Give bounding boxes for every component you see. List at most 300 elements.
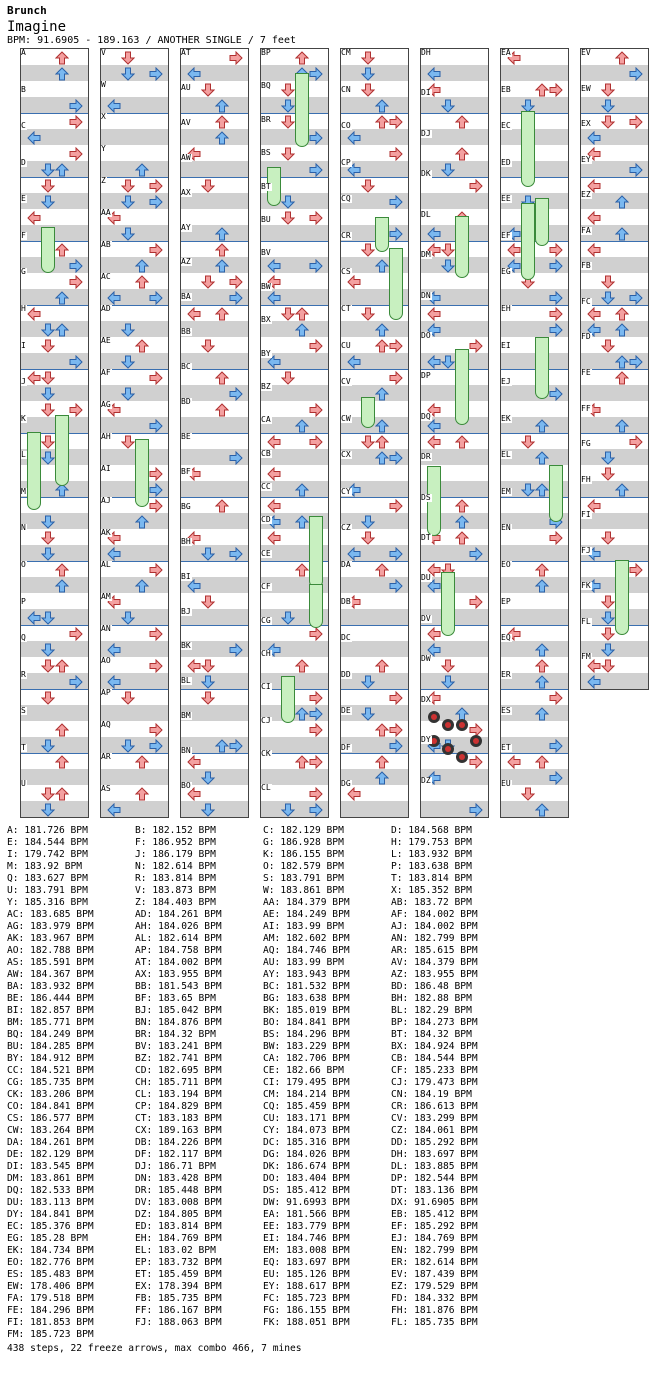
measure-label: AM: [101, 592, 111, 601]
measure-label: FG: [581, 439, 591, 448]
measure-label: FB: [581, 261, 591, 270]
measure-label: CJ: [261, 716, 271, 725]
bpm-change: BN: 184.876 BPM: [135, 1017, 222, 1028]
arrow-icon: [375, 450, 389, 464]
bpm-change: AA: 184.379 BPM: [263, 897, 350, 908]
arrow-icon: [107, 546, 121, 560]
arrow-icon: [521, 482, 535, 496]
measure-label: EP: [501, 597, 511, 606]
arrow-icon: [601, 466, 615, 480]
arrow-icon: [41, 546, 55, 560]
measure-label: T: [21, 743, 26, 752]
measure-label: CZ: [341, 523, 351, 532]
arrow-icon: [615, 306, 629, 320]
arrow-icon: [55, 658, 69, 672]
measure-label: EQ: [501, 633, 511, 642]
arrow-icon: [389, 194, 403, 208]
bpm-change: BU: 184.285 BPM: [7, 1041, 94, 1052]
bpm-change: CU: 183.171 BPM: [263, 1113, 350, 1124]
arrow-icon: [375, 770, 389, 784]
arrow-icon: [201, 658, 215, 672]
chart-author: Brunch: [7, 4, 47, 17]
bpm-change: CE: 182.66 BPM: [263, 1065, 344, 1076]
measure-label: BA: [181, 292, 191, 301]
bpm-change: DI: 183.545 BPM: [7, 1161, 94, 1172]
measure-label: I: [21, 341, 26, 350]
measure-line: [341, 625, 408, 626]
measure-label: BD: [181, 397, 191, 406]
measure-label: DB: [341, 597, 351, 606]
measure-label: DE: [341, 706, 351, 715]
measure-label: FF: [581, 404, 591, 413]
bpm-change: EH: 184.769 BPM: [135, 1233, 222, 1244]
bpm-change: AD: 184.261 BPM: [135, 909, 222, 920]
measure-label: AY: [181, 223, 191, 232]
measure-label: AH: [101, 432, 111, 441]
arrow-icon: [281, 610, 295, 624]
arrow-icon: [281, 146, 295, 160]
arrow-icon: [309, 690, 323, 704]
beat-band: [21, 769, 88, 785]
measure-label: EL: [501, 450, 511, 459]
bpm-change: AO: 182.788 BPM: [7, 945, 94, 956]
bpm-change: BT: 184.32 BPM: [391, 1029, 472, 1040]
measure-label: BL: [181, 676, 191, 685]
bpm-change: M: 183.92 BPM: [7, 861, 83, 872]
arrow-icon: [201, 338, 215, 352]
arrow-icon: [267, 290, 281, 304]
beat-band: [581, 385, 648, 401]
measure-label: AR: [101, 752, 111, 761]
arrow-icon: [281, 210, 295, 224]
arrow-icon: [267, 434, 281, 448]
measure-label: CI: [261, 682, 271, 691]
measure-label: BE: [181, 432, 191, 441]
measure-label: DC: [341, 633, 351, 642]
arrow-icon: [187, 306, 201, 320]
arrow-icon: [535, 706, 549, 720]
mine-icon: [469, 733, 483, 752]
bpm-change: FH: 181.876 BPM: [391, 1305, 478, 1316]
bpm-change: EE: 183.779 BPM: [263, 1221, 350, 1232]
arrow-icon: [389, 546, 403, 560]
arrow-icon: [281, 98, 295, 112]
bpm-change: AH: 184.026 BPM: [135, 921, 222, 932]
arrow-icon: [27, 370, 41, 384]
bpm-change: DT: 183.136 BPM: [391, 1185, 478, 1196]
bpm-change: DZ: 184.805 BPM: [135, 1209, 222, 1220]
bpm-change: ER: 182.614 BPM: [391, 1257, 478, 1268]
arrow-icon: [361, 66, 375, 80]
arrow-icon: [121, 690, 135, 704]
measure-label: DS: [421, 493, 431, 502]
measure-label: H: [21, 304, 26, 313]
measure-label: EX: [581, 119, 591, 128]
arrow-icon: [361, 242, 375, 256]
measure-label: AK: [101, 528, 111, 537]
bpm-change: BH: 182.88 BPM: [391, 993, 472, 1004]
arrow-icon: [389, 370, 403, 384]
arrow-icon: [55, 786, 69, 800]
measure-label: DU: [421, 573, 431, 582]
measure-label: ER: [501, 670, 511, 679]
measure-label: EW: [581, 84, 591, 93]
freeze-arrow-icon: [135, 439, 149, 507]
arrow-icon: [295, 322, 309, 336]
arrow-icon: [215, 498, 229, 512]
bpm-change: A: 181.726 BPM: [7, 825, 88, 836]
freeze-arrow-icon: [295, 73, 309, 147]
measure-label: O: [21, 560, 26, 569]
measure-label: DO: [421, 331, 431, 340]
measure-label: AT: [181, 48, 191, 57]
bpm-change: EY: 188.617 BPM: [263, 1281, 350, 1292]
bpm-change: AK: 183.967 BPM: [7, 933, 94, 944]
bpm-change: DH: 183.697 BPM: [391, 1149, 478, 1160]
bpm-change: FK: 188.051 BPM: [263, 1317, 350, 1328]
arrow-icon: [267, 498, 281, 512]
measure-label: BS: [261, 148, 271, 157]
bpm-change: AP: 184.758 BPM: [135, 945, 222, 956]
arrow-icon: [55, 162, 69, 176]
measure-label: EO: [501, 560, 511, 569]
arrow-icon: [309, 786, 323, 800]
arrow-icon: [201, 802, 215, 816]
arrow-icon: [215, 370, 229, 384]
bpm-change: BS: 184.296 BPM: [263, 1029, 350, 1040]
arrow-icon: [215, 258, 229, 272]
bpm-change: CF: 185.233 BPM: [391, 1065, 478, 1076]
measure-label: EF: [501, 231, 511, 240]
arrow-icon: [41, 370, 55, 384]
arrow-icon: [201, 82, 215, 96]
measure-label: U: [21, 779, 26, 788]
arrow-icon: [55, 66, 69, 80]
bpm-change: EO: 182.776 BPM: [7, 1257, 94, 1268]
bpm-change: AZ: 183.955 BPM: [391, 969, 478, 980]
arrow-icon: [309, 258, 323, 272]
bpm-change: DX: 91.6905 BPM: [391, 1197, 478, 1208]
measure-label: CD: [261, 515, 271, 524]
bpm-change: J: 186.179 BPM: [135, 849, 216, 860]
measure-label: DV: [421, 614, 431, 623]
chart-column: [100, 48, 169, 818]
beat-band: [101, 769, 168, 785]
measure-label: DF: [341, 743, 351, 752]
arrow-icon: [121, 226, 135, 240]
measure-label: AG: [101, 400, 111, 409]
arrow-icon: [601, 82, 615, 96]
arrow-icon: [267, 466, 281, 480]
measure-label: F: [21, 231, 26, 240]
bpm-change: EP: 183.732 BPM: [135, 1257, 222, 1268]
measure-label: DN: [421, 291, 431, 300]
measure-label: BY: [261, 349, 271, 358]
measure-label: FK: [581, 581, 591, 590]
bpm-change: DP: 182.544 BPM: [391, 1173, 478, 1184]
bpm-change: DF: 182.117 BPM: [135, 1149, 222, 1160]
measure-label: C: [21, 121, 26, 130]
measure-label: AF: [101, 368, 111, 377]
bpm-change: DO: 183.404 BPM: [263, 1173, 350, 1184]
bpm-change: FA: 179.518 BPM: [7, 1293, 94, 1304]
arrow-icon: [629, 290, 643, 304]
arrow-icon: [629, 562, 643, 576]
freeze-arrow-icon: [615, 560, 629, 635]
arrow-icon: [441, 658, 455, 672]
measure-label: W: [101, 80, 106, 89]
arrow-icon: [121, 738, 135, 752]
arrow-icon: [549, 258, 563, 272]
measure-label: DD: [341, 670, 351, 679]
measure-label: BP: [261, 48, 271, 57]
arrow-icon: [347, 354, 361, 368]
freeze-arrow-icon: [455, 216, 469, 278]
measure-label: BV: [261, 248, 271, 257]
arrow-icon: [535, 450, 549, 464]
arrow-icon: [375, 258, 389, 272]
freeze-arrow-icon: [455, 349, 469, 425]
measure-label: EA: [501, 48, 511, 57]
bpm-change: CO: 184.841 BPM: [7, 1101, 94, 1112]
measure-label: DK: [421, 169, 431, 178]
arrow-icon: [455, 530, 469, 544]
arrow-icon: [55, 322, 69, 336]
arrow-icon: [55, 578, 69, 592]
arrow-icon: [427, 306, 441, 320]
measure-label: BG: [181, 502, 191, 511]
bpm-change: ET: 185.459 BPM: [135, 1269, 222, 1280]
bpm-change: AM: 182.602 BPM: [263, 933, 350, 944]
arrow-icon: [375, 386, 389, 400]
arrow-icon: [149, 178, 163, 192]
arrow-icon: [107, 98, 121, 112]
freeze-arrow-icon: [375, 217, 389, 252]
arrow-icon: [427, 434, 441, 448]
measure-label: DX: [421, 695, 431, 704]
arrow-icon: [55, 242, 69, 256]
arrow-icon: [309, 162, 323, 176]
measure-label: CH: [261, 649, 271, 658]
arrow-icon: [27, 306, 41, 320]
arrow-icon: [535, 562, 549, 576]
arrow-icon: [107, 642, 121, 656]
measure-label: DM: [421, 250, 431, 259]
bpm-change: BE: 186.444 BPM: [7, 993, 94, 1004]
bpm-change: CP: 184.829 BPM: [135, 1101, 222, 1112]
measure-label: AI: [101, 464, 111, 473]
chart-column: [20, 48, 89, 818]
measure-label: DH: [421, 48, 431, 57]
arrow-icon: [361, 674, 375, 688]
arrow-icon: [295, 514, 309, 528]
arrow-icon: [601, 530, 615, 544]
measure-label: AP: [101, 688, 111, 697]
measure-label: CT: [341, 304, 351, 313]
arrow-icon: [309, 706, 323, 720]
arrow-icon: [281, 370, 295, 384]
bpm-change: EW: 178.406 BPM: [7, 1281, 94, 1292]
bpm-change: CL: 183.194 BPM: [135, 1089, 222, 1100]
measure-label: Z: [101, 176, 106, 185]
chart-column: [260, 48, 329, 818]
bpm-change: CK: 183.206 BPM: [7, 1089, 94, 1100]
arrow-icon: [149, 658, 163, 672]
measure-label: BW: [261, 282, 271, 291]
measure-label: DR: [421, 452, 431, 461]
arrow-icon: [121, 354, 135, 368]
arrow-icon: [69, 114, 83, 128]
bpm-change: EZ: 179.529 BPM: [391, 1281, 478, 1292]
measure-label: AQ: [101, 720, 111, 729]
bpm-change: F: 186.952 BPM: [135, 837, 216, 848]
measure-label: BX: [261, 315, 271, 324]
measure-label: EJ: [501, 377, 511, 386]
arrow-icon: [361, 178, 375, 192]
arrow-icon: [601, 626, 615, 640]
measure-label: EK: [501, 414, 511, 423]
arrow-icon: [215, 114, 229, 128]
arrow-icon: [549, 770, 563, 784]
arrow-icon: [601, 594, 615, 608]
arrow-icon: [601, 610, 615, 624]
measure-label: CW: [341, 414, 351, 423]
bpm-change: C: 182.129 BPM: [263, 825, 344, 836]
arrow-icon: [229, 290, 243, 304]
measure-label: BO: [181, 781, 191, 790]
measure-label: EH: [501, 304, 511, 313]
arrow-icon: [135, 514, 149, 528]
arrow-icon: [229, 546, 243, 560]
arrow-icon: [69, 626, 83, 640]
bpm-change: DV: 183.008 BPM: [135, 1197, 222, 1208]
arrow-icon: [601, 290, 615, 304]
arrow-icon: [615, 370, 629, 384]
arrow-icon: [229, 642, 243, 656]
bpm-change: FJ: 188.063 BPM: [135, 1317, 222, 1328]
arrow-icon: [309, 402, 323, 416]
bpm-change: I: 179.742 BPM: [7, 849, 88, 860]
freeze-arrow-icon: [281, 676, 295, 723]
arrow-icon: [347, 546, 361, 560]
bpm-change: BY: 184.912 BPM: [7, 1053, 94, 1064]
bpm-change: FD: 184.332 BPM: [391, 1293, 478, 1304]
measure-label: DA: [341, 560, 351, 569]
bpm-change: AF: 184.002 BPM: [391, 909, 478, 920]
measure-label: FJ: [581, 546, 591, 555]
chart-column: [500, 48, 569, 818]
arrow-icon: [201, 690, 215, 704]
arrow-icon: [441, 674, 455, 688]
mine-icon: [455, 717, 469, 736]
measure-label: EI: [501, 341, 511, 350]
arrow-icon: [121, 434, 135, 448]
arrow-icon: [601, 274, 615, 288]
arrow-icon: [201, 274, 215, 288]
beat-band: [101, 705, 168, 721]
freeze-arrow-icon: [41, 227, 55, 273]
freeze-arrow-icon: [521, 111, 535, 187]
arrow-icon: [615, 50, 629, 64]
arrow-icon: [149, 242, 163, 256]
arrow-icon: [549, 738, 563, 752]
bpm-change: DA: 184.261 BPM: [7, 1137, 94, 1148]
bpm-change: DQ: 182.533 BPM: [7, 1185, 94, 1196]
arrow-icon: [135, 786, 149, 800]
arrow-icon: [549, 386, 563, 400]
measure-line: [101, 113, 168, 114]
measure-label: AC: [101, 272, 111, 281]
measure-label: BI: [181, 572, 191, 581]
bpm-change: CQ: 185.459 BPM: [263, 1101, 350, 1112]
measure-label: BU: [261, 215, 271, 224]
measure-label: AN: [101, 624, 111, 633]
beat-band: [501, 65, 568, 81]
arrow-icon: [41, 738, 55, 752]
measure-label: BB: [181, 327, 191, 336]
bpm-change: FM: 185.723 BPM: [7, 1329, 94, 1340]
arrow-icon: [107, 290, 121, 304]
measure-label: AS: [101, 784, 111, 793]
mine-icon: [441, 717, 455, 736]
measure-label: FD: [581, 332, 591, 341]
chart-column: [180, 48, 249, 818]
freeze-arrow-icon: [521, 203, 535, 280]
measure-label: AW: [181, 153, 191, 162]
bpm-change: CZ: 184.061 BPM: [391, 1125, 478, 1136]
mine-icon: [455, 749, 469, 768]
arrow-icon: [361, 434, 375, 448]
bpm-change: EK: 184.734 BPM: [7, 1245, 94, 1256]
bpm-change: FE: 184.296 BPM: [7, 1305, 94, 1316]
beat-band: [181, 417, 248, 433]
measure-label: DQ: [421, 412, 431, 421]
measure-label: N: [21, 523, 26, 532]
measure-label: BF: [181, 467, 191, 476]
arrow-icon: [295, 562, 309, 576]
arrow-icon: [229, 738, 243, 752]
measure-label: BR: [261, 115, 271, 124]
measure-label: EG: [501, 267, 511, 276]
measure-label: FM: [581, 652, 591, 661]
measure-label: P: [21, 597, 26, 606]
arrow-icon: [215, 738, 229, 752]
measure-label: K: [21, 414, 26, 423]
arrow-icon: [615, 354, 629, 368]
bpm-change: EU: 185.126 BPM: [263, 1269, 350, 1280]
arrow-icon: [149, 194, 163, 208]
arrow-icon: [309, 210, 323, 224]
arrow-icon: [41, 178, 55, 192]
measure-label: CA: [261, 415, 271, 424]
bpm-change: X: 185.352 BPM: [391, 885, 472, 896]
measure-label: CB: [261, 449, 271, 458]
bpm-change: CX: 189.163 BPM: [135, 1125, 222, 1136]
arrow-icon: [187, 754, 201, 768]
arrow-icon: [535, 802, 549, 816]
arrow-icon: [135, 754, 149, 768]
arrow-icon: [135, 274, 149, 288]
freeze-arrow-icon: [535, 198, 549, 246]
measure-label: EY: [581, 155, 591, 164]
arrow-icon: [375, 722, 389, 736]
arrow-icon: [55, 722, 69, 736]
arrow-icon: [375, 338, 389, 352]
arrow-icon: [347, 274, 361, 288]
arrow-icon: [587, 674, 601, 688]
measure-label: AO: [101, 656, 111, 665]
arrow-icon: [615, 418, 629, 432]
